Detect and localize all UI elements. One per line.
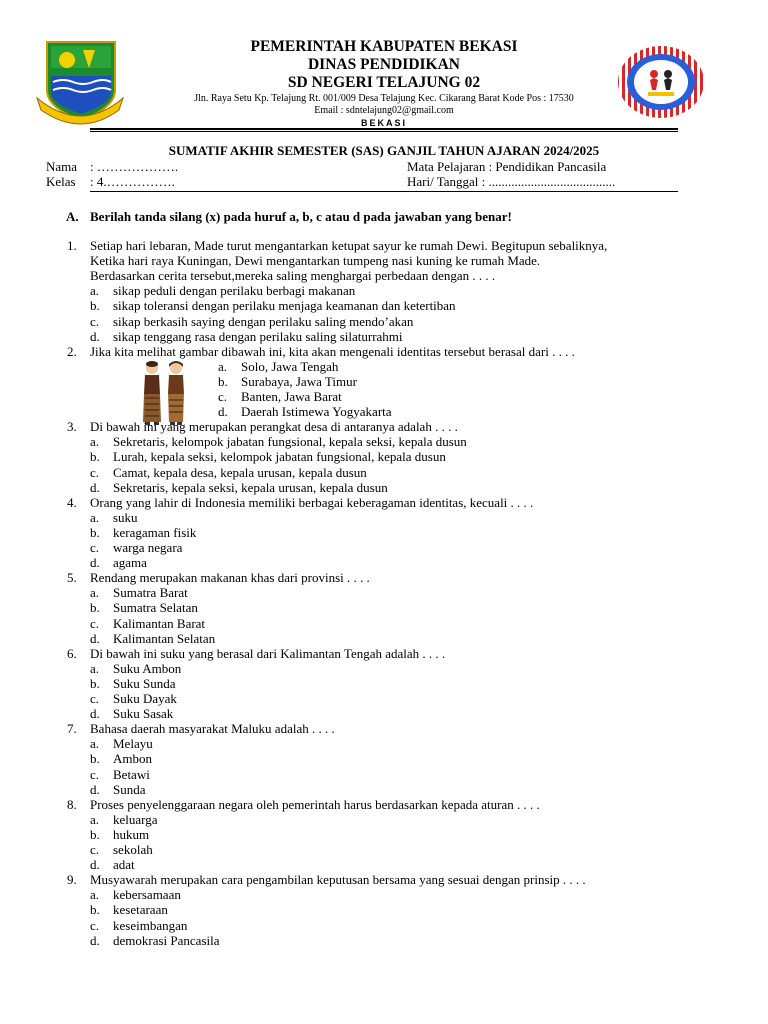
question-text: Proses penyelenggaraan negara oleh pemerintah harus berdasarkan kepada aturan . . . .	[90, 796, 540, 812]
answer-option-text[interactable]: Lurah, kepala seksi, kelompok jabatan fungsional, kepala dusun	[113, 449, 446, 465]
answer-option-text[interactable]: Suku Ambon	[113, 660, 182, 676]
answer-option-text[interactable]: keragaman fisik	[113, 524, 197, 540]
nama-label: Nama	[46, 159, 78, 174]
answer-option-text[interactable]: Suku Sasak	[113, 706, 174, 722]
question-text: Rendang merupakan makanan khas dari provinsi . . . .	[90, 570, 370, 586]
answer-option-text[interactable]: kebersamaan	[113, 887, 181, 903]
answer-option-letter[interactable]: b.	[90, 675, 100, 691]
answer-option-text[interactable]: Suku Sunda	[113, 675, 176, 691]
kelas-field[interactable]: : 4.…………….	[90, 174, 175, 189]
answer-option-text[interactable]: warga negara	[113, 540, 183, 555]
letterhead-rule-thin	[90, 131, 678, 132]
answer-option-letter[interactable]: d.	[90, 857, 100, 873]
answer-option-letter[interactable]: c.	[90, 540, 100, 555]
answer-option-letter[interactable]: c.	[90, 313, 100, 329]
javanese-traditional-couple-image	[136, 358, 192, 428]
answer-option-letter[interactable]: c.	[90, 615, 100, 631]
answer-option-text[interactable]: Sumatra Barat	[113, 585, 188, 601]
answer-option-letter[interactable]: d.	[90, 781, 100, 797]
subject-info: Mata Pelajaran : Pendidikan Pancasila	[407, 159, 607, 174]
answer-option-text[interactable]: Ambon	[113, 751, 152, 767]
answer-option-text[interactable]: Kalimantan Selatan	[113, 630, 216, 646]
date-field[interactable]: Hari/ Tanggal : .......................................	[407, 174, 616, 189]
school-email: Email : sdntelajung02@gmail.com	[314, 105, 454, 116]
answer-option-letter[interactable]: c.	[90, 917, 100, 933]
section-instruction: Berilah tanda silang (x) pada huruf a, b, c atau d pada jawaban yang benar!	[90, 209, 512, 224]
school-address: Jln. Raya Setu Kp. Telajung Rt. 001/009 Desa Telajung Kec. Cikarang Barat Kode Pos : 17530	[194, 93, 574, 104]
answer-option-letter[interactable]: d.	[90, 706, 100, 722]
answer-option-text[interactable]: sikap berkasih saying dengan perilaku saling mendo’akan	[113, 313, 414, 329]
question-text: Musyawarah merupakan cara pengambilan keputusan bersama yang sesuai dengan prinsip . . . .	[90, 872, 586, 888]
meta-rule	[90, 191, 678, 192]
question-text: Setiap hari lebaran, Made turut mengantarkan ketupat sayur ke rumah Dewi. Begitupun sebaliknya,	[90, 238, 608, 253]
kelas-label: Kelas	[46, 174, 76, 189]
answer-option-text[interactable]: Kalimantan Barat	[113, 615, 206, 631]
answer-option-letter[interactable]: a.	[90, 811, 100, 827]
answer-option-text[interactable]: keluarga	[113, 811, 158, 827]
section-heading	[66, 209, 512, 224]
question-text: Bahasa daerah masyarakat Maluku adalah . . . .	[90, 721, 335, 737]
answer-option-text[interactable]: Daerah Istimewa Yogyakarta	[241, 404, 392, 420]
question-text: Ketika hari raya Kuningan, Dewi mengantarkan tumpeng nasi kuning ke rumah Made.	[90, 253, 541, 269]
answer-option-text[interactable]: Suku Dayak	[113, 691, 177, 706]
answer-option-text[interactable]: adat	[113, 857, 135, 873]
answer-option-letter[interactable]: b.	[90, 826, 100, 842]
answer-option-text[interactable]: Sekretaris, kelompok jabatan fungsional, kepala seksi, kepala dusun	[113, 434, 467, 450]
answer-option-letter[interactable]: c.	[218, 389, 228, 404]
answer-option-text[interactable]: suku	[113, 509, 138, 525]
answer-option-letter[interactable]: d.	[90, 328, 100, 344]
answer-option-text[interactable]: demokrasi Pancasila	[113, 932, 220, 948]
school-logo	[616, 44, 706, 120]
question-number: 3.	[67, 419, 77, 435]
answer-option-letter[interactable]: a.	[90, 283, 100, 299]
answer-option-letter[interactable]: d.	[90, 932, 100, 948]
answer-option-letter[interactable]: a.	[90, 434, 100, 450]
answer-option-letter[interactable]: d.	[90, 555, 100, 571]
question-number: 7.	[67, 721, 77, 737]
answer-option-text[interactable]: Sunda	[113, 781, 146, 797]
answer-option-text[interactable]: Sekretaris, kepala seksi, kepala urusan, kepala dusun	[113, 479, 388, 495]
question-number: 4.	[67, 494, 77, 510]
answer-option-text[interactable]: Betawi	[113, 766, 150, 782]
answer-option-letter[interactable]: b.	[90, 524, 100, 540]
answer-option-text[interactable]: sekolah	[113, 842, 153, 857]
question-number: 8.	[67, 796, 77, 812]
answer-option-letter[interactable]: a.	[90, 660, 100, 676]
answer-option-letter[interactable]: a.	[90, 887, 100, 903]
answer-option-letter[interactable]: c.	[90, 766, 100, 782]
answer-option-letter[interactable]: a.	[90, 736, 100, 752]
answer-option-letter[interactable]: d.	[90, 479, 100, 495]
answer-option-text[interactable]: Surabaya, Jawa Timur	[241, 373, 357, 389]
answer-option-letter[interactable]: b.	[90, 600, 100, 616]
answer-option-text[interactable]: Banten, Jawa Barat	[241, 389, 342, 404]
answer-option-text[interactable]: sikap tenggang rasa dengan perilaku saling silaturrahmi	[113, 328, 403, 344]
section-letter: A.	[66, 209, 79, 224]
answer-option-letter[interactable]: c.	[90, 842, 100, 857]
letterhead-rule	[90, 128, 678, 130]
answer-option-text[interactable]: Camat, kepala desa, kepala urusan, kepala dusun	[113, 464, 367, 480]
answer-option-text[interactable]: sikap peduli dengan perilaku berbagi makanan	[113, 283, 356, 299]
answer-option-text[interactable]: Sumatra Selatan	[113, 600, 198, 616]
question-number: 5.	[67, 570, 77, 586]
answer-option-letter[interactable]: a.	[90, 509, 100, 525]
exam-title: SUMATIF AKHIR SEMESTER (SAS) GANJIL TAHUN AJARAN 2024/2025	[168, 143, 600, 158]
answer-option-text[interactable]: kesetaraan	[113, 902, 168, 918]
nama-field[interactable]: : ……………….	[90, 159, 179, 174]
question-number: 1.	[67, 238, 77, 253]
answer-option-text[interactable]: Melayu	[113, 736, 153, 752]
answer-option-letter[interactable]: c.	[90, 464, 100, 480]
answer-option-text[interactable]: sikap toleransi dengan perilaku menjaga keamanan dan ketertiban	[113, 298, 456, 314]
question-text: Di bawah ini suku yang berasal dari Kalimantan Tengah adalah . . . .	[90, 645, 446, 661]
question-text: Berdasarkan cerita tersebut,mereka saling menghargai perbedaan dengan . . . .	[90, 268, 496, 284]
answer-option-letter[interactable]: c.	[90, 691, 100, 706]
answer-option-text[interactable]: agama	[113, 555, 147, 571]
answer-option-letter[interactable]: a.	[90, 585, 100, 601]
answer-option-text[interactable]: keseimbangan	[113, 917, 188, 933]
question-text: Jika kita melihat gambar dibawah ini, kita akan mengenali identitas tersebut berasal dari . . . .	[90, 343, 575, 359]
answer-option-letter[interactable]: b.	[218, 373, 228, 389]
answer-option-letter[interactable]: d.	[90, 630, 100, 646]
gov-title: PEMERINTAH KABUPATEN BEKASI	[250, 38, 518, 55]
kabupaten-bekasi-logo	[33, 38, 127, 130]
answer-option-letter[interactable]: b.	[90, 902, 100, 918]
answer-option-letter[interactable]: b.	[90, 298, 100, 314]
answer-option-letter[interactable]: d.	[218, 404, 228, 420]
question-number: 9.	[67, 872, 77, 888]
question-number: 6.	[67, 645, 77, 661]
question-text: Orang yang lahir di Indonesia memiliki berbagai keberagaman identitas, kecuali . . . .	[90, 494, 534, 510]
answer-option-text[interactable]: hukum	[113, 826, 150, 842]
answer-option-letter[interactable]: b.	[90, 449, 100, 465]
dept-title: DINAS PENDIDIKAN	[307, 56, 460, 73]
school-title: SD NEGERI TELAJUNG 02	[287, 74, 481, 91]
question-text: Di bawah ini yang merupakan perangkat desa di antaranya adalah . . . .	[90, 419, 458, 435]
answer-option-letter[interactable]: b.	[90, 751, 100, 767]
letterhead	[150, 38, 618, 129]
city-name: BEKASI	[360, 118, 407, 128]
question-number: 2.	[67, 343, 77, 359]
answer-option-letter[interactable]: a.	[218, 358, 228, 374]
answer-option-text[interactable]: Solo, Jawa Tengah	[241, 358, 339, 374]
